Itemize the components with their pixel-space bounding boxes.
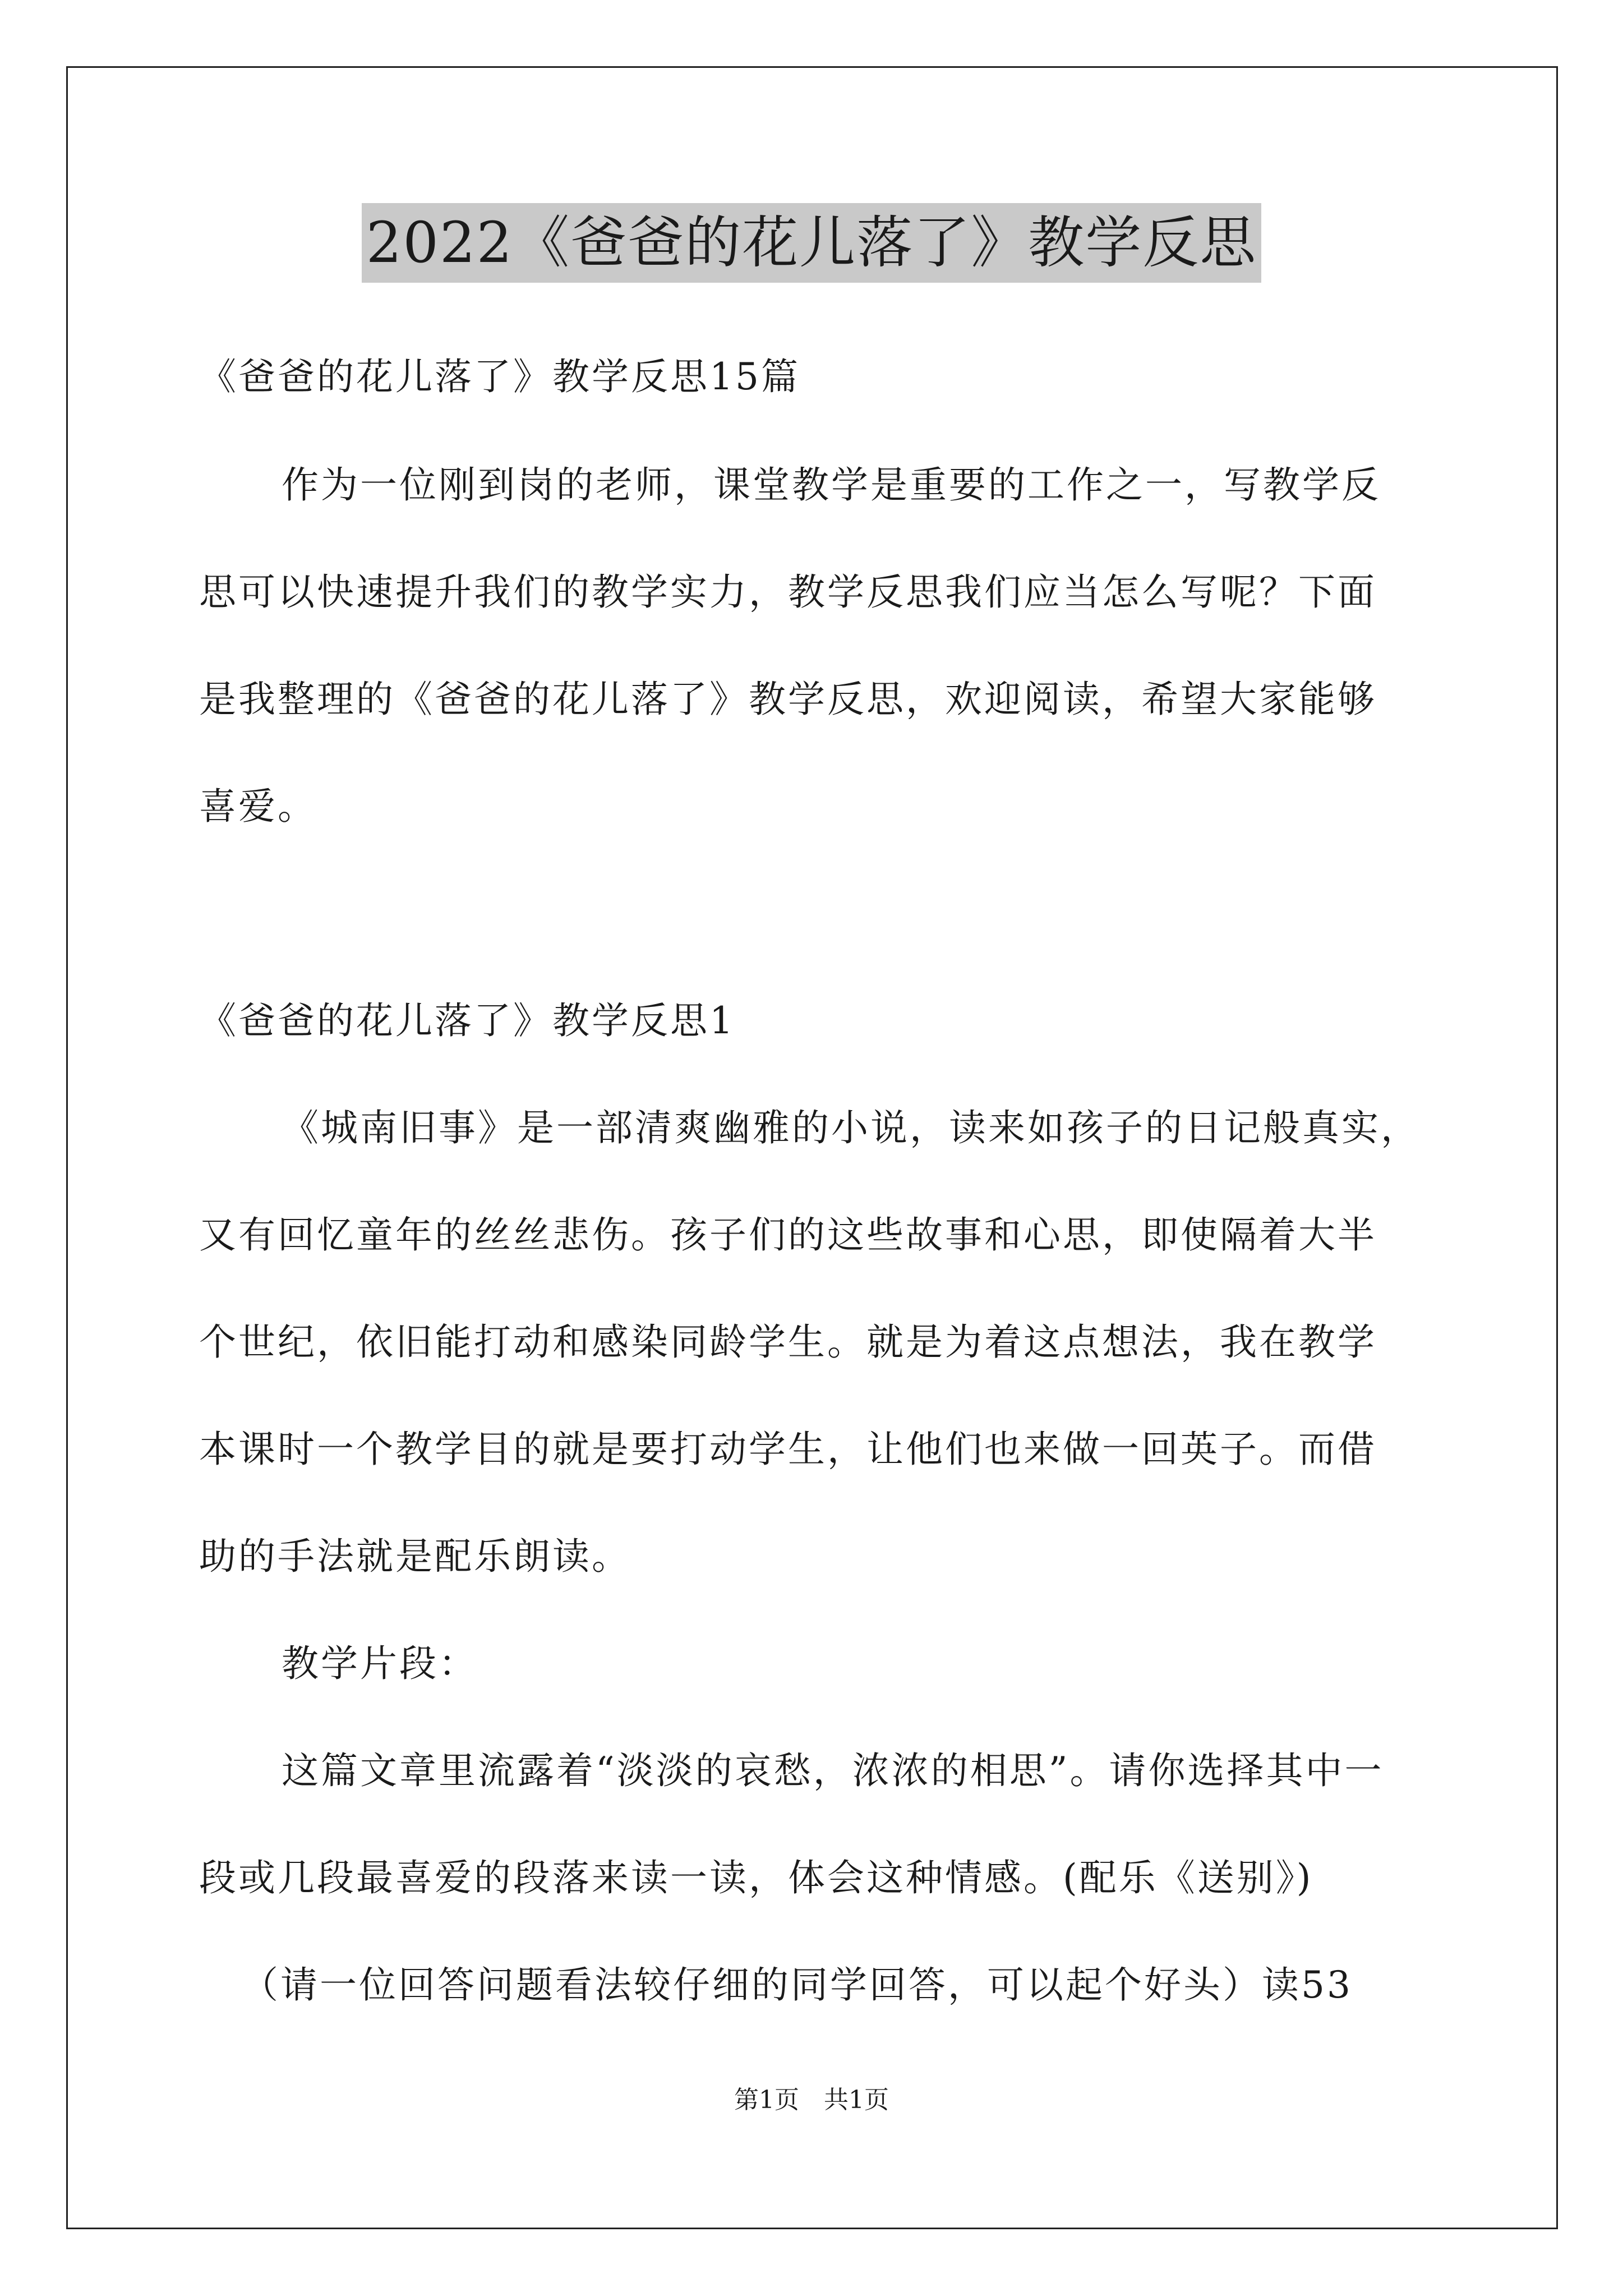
intro-line-4: 喜爱。 <box>199 785 317 828</box>
intro-line-3: 是我整理的《爸爸的花儿落了》教学反思，欢迎阅读，希望大家能够 <box>199 678 1377 721</box>
intro-line-2: 思可以快速提升我们的教学实力，教学反思我们应当怎么写呢？下面 <box>199 570 1377 614</box>
document-subtitle: 《爸爸的花儿落了》教学反思15篇 <box>199 355 800 398</box>
section-heading: 《爸爸的花儿落了》教学反思1 <box>199 999 735 1042</box>
segment-line-1: 这篇文章里流露着“淡淡的哀愁，浓浓的相思”。请你选择其中一 <box>282 1749 1384 1792</box>
section-line-5: 助的手法就是配乐朗读。 <box>199 1535 631 1578</box>
document-title: 2022《爸爸的花儿落了》教学反思 <box>362 203 1262 283</box>
last-line: （请一位回答问题看法较仔细的同学回答，可以起个好头）读53 <box>241 1963 1353 2007</box>
teaching-segment-label: 教学片段： <box>282 1642 478 1685</box>
section-line-3: 个世纪，依旧能打动和感染同龄学生。就是为着这点想法，我在教学 <box>199 1320 1377 1364</box>
section-line-2: 又有回忆童年的丝丝悲伤。孩子们的这些故事和心思，即使隔着大半 <box>199 1213 1377 1257</box>
intro-line-1: 作为一位刚到岗的老师，课堂教学是重要的工作之一，写教学反 <box>282 463 1381 507</box>
segment-line-2: 段或几段最喜爱的段落来读一读，体会这种情感。(配乐《送别》) <box>199 1856 1313 1899</box>
section-line-1: 《城南旧事》是一部清爽幽雅的小说，读来如孩子的日记般真实， <box>282 1106 1420 1149</box>
section-line-4: 本课时一个教学目的就是要打动学生，让他们也来做一回英子。而借 <box>199 1428 1377 1471</box>
page-footer: 第1页 共1页 <box>734 2086 889 2114</box>
